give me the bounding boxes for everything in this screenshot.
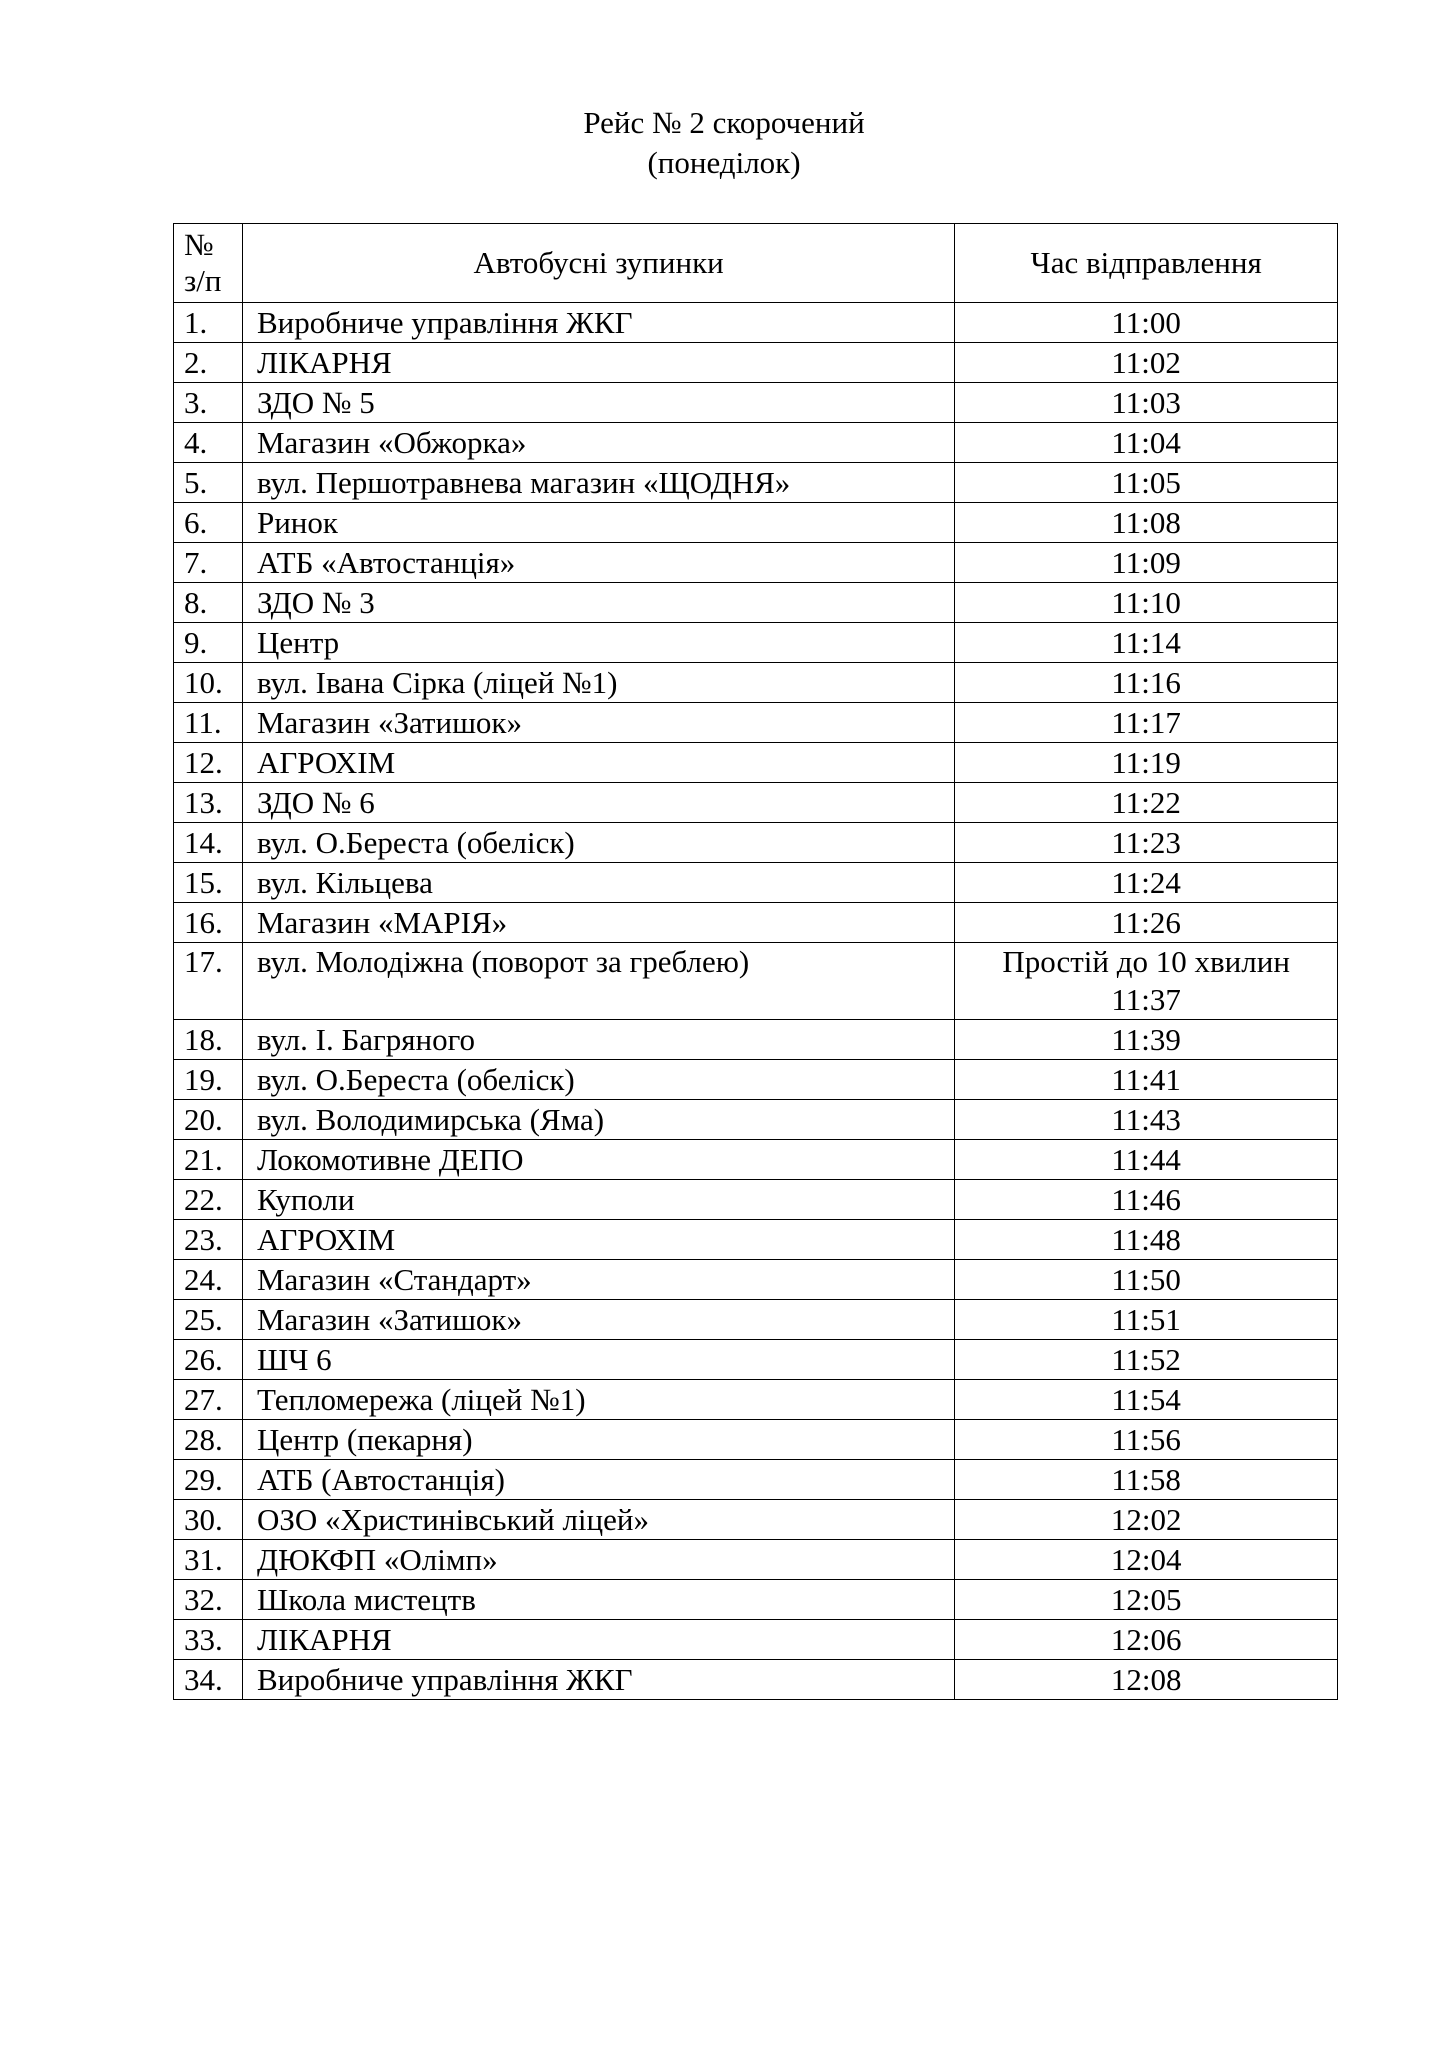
stop-name: Ринок <box>242 503 954 543</box>
table-row <box>174 1500 1338 1540</box>
row-number: 25. <box>174 1300 243 1340</box>
departure-time: 11:09 <box>955 543 1338 583</box>
row-number: 21. <box>174 1140 243 1180</box>
departure-time: 11:19 <box>955 743 1338 783</box>
stop-name: Тепломережа (ліцей №1) <box>242 1380 954 1420</box>
row-number: 14. <box>174 823 243 863</box>
table-row <box>174 663 1338 703</box>
stop-name: Школа мистецтв <box>242 1580 954 1620</box>
stop-name: Виробниче управління ЖКГ <box>242 1660 954 1700</box>
departure-time: 11:39 <box>955 1020 1338 1060</box>
departure-time: 12:02 <box>955 1500 1338 1540</box>
title-line-1: Рейс № 2 скорочений <box>583 105 865 140</box>
stop-name: ЛІКАРНЯ <box>242 343 954 383</box>
table-row <box>174 383 1338 423</box>
stop-name: АГРОХІМ <box>242 1220 954 1260</box>
stop-name: вул. О.Береста (обеліск) <box>242 1060 954 1100</box>
table-row <box>174 863 1338 903</box>
table-row <box>174 1420 1338 1460</box>
table-row <box>174 1060 1338 1100</box>
departure-time: 11:04 <box>955 423 1338 463</box>
table-row <box>174 343 1338 383</box>
table-row <box>174 1260 1338 1300</box>
departure-time: 11:23 <box>955 823 1338 863</box>
table-header-row <box>174 224 1338 303</box>
departure-time: 12:05 <box>955 1580 1338 1620</box>
stop-name: вул. О.Береста (обеліск) <box>242 823 954 863</box>
stop-name: вул. Молодіжна (поворот за греблею) <box>242 943 954 1020</box>
departure-time: 11:44 <box>955 1140 1338 1180</box>
stop-name: Магазин «Обжорка» <box>242 423 954 463</box>
row-number: 3. <box>174 383 243 423</box>
table-row <box>174 743 1338 783</box>
stop-name: ЗДО № 3 <box>242 583 954 623</box>
table-row <box>174 1460 1338 1500</box>
stop-name: вул. Івана Сірка (ліцей №1) <box>242 663 954 703</box>
row-number: 4. <box>174 423 243 463</box>
table-row <box>174 1340 1338 1380</box>
departure-time: 11:54 <box>955 1380 1338 1420</box>
row-number: 16. <box>174 903 243 943</box>
table-row <box>174 1660 1338 1700</box>
row-number: 30. <box>174 1500 243 1540</box>
departure-time: 11:50 <box>955 1260 1338 1300</box>
stop-name: Магазин «МАРІЯ» <box>242 903 954 943</box>
row-number: 2. <box>174 343 243 383</box>
stop-name: вул. І. Багряного <box>242 1020 954 1060</box>
stop-name: вул. Кільцева <box>242 863 954 903</box>
table-row <box>174 1020 1338 1060</box>
stop-name: Виробниче управління ЖКГ <box>242 303 954 343</box>
header-time: Час відправлення <box>955 224 1338 303</box>
departure-time: 11:24 <box>955 863 1338 903</box>
row-number: 13. <box>174 783 243 823</box>
departure-time-value: 11:37 <box>1111 982 1181 1017</box>
stop-name: вул. Першотравнева магазин «ЩОДНЯ» <box>242 463 954 503</box>
row-number: 12. <box>174 743 243 783</box>
row-number: 28. <box>174 1420 243 1460</box>
title-line-2: (понеділок) <box>647 145 801 180</box>
header-stops: Автобусні зупинки <box>242 224 954 303</box>
stop-name: вул. Володимирська (Яма) <box>242 1100 954 1140</box>
table-row <box>174 943 1338 1020</box>
row-number: 26. <box>174 1340 243 1380</box>
header-number-line2: з/п <box>184 263 222 298</box>
row-number: 8. <box>174 583 243 623</box>
schedule-table <box>173 223 1338 1700</box>
departure-time: 11:56 <box>955 1420 1338 1460</box>
table-row <box>174 423 1338 463</box>
header-number-line1: № <box>184 227 214 262</box>
departure-time: 11:58 <box>955 1460 1338 1500</box>
row-number: 1. <box>174 303 243 343</box>
departure-time: 12:04 <box>955 1540 1338 1580</box>
table-row <box>174 783 1338 823</box>
departure-time: 11:46 <box>955 1180 1338 1220</box>
row-number: 11. <box>174 703 243 743</box>
stop-name: АТБ «Автостанція» <box>242 543 954 583</box>
row-number: 18. <box>174 1020 243 1060</box>
row-number: 20. <box>174 1100 243 1140</box>
table-row <box>174 1580 1338 1620</box>
row-number: 15. <box>174 863 243 903</box>
stop-name: ЗДО № 5 <box>242 383 954 423</box>
departure-time: 11:03 <box>955 383 1338 423</box>
table-row <box>174 903 1338 943</box>
stop-name: ДЮКФП «Олімп» <box>242 1540 954 1580</box>
row-number: 17. <box>174 943 243 1020</box>
departure-time: 11:08 <box>955 503 1338 543</box>
table-row <box>174 463 1338 503</box>
departure-time: 11:26 <box>955 903 1338 943</box>
row-number: 22. <box>174 1180 243 1220</box>
table-row <box>174 1180 1338 1220</box>
stop-name: ЛІКАРНЯ <box>242 1620 954 1660</box>
table-row <box>174 1540 1338 1580</box>
table-row <box>174 1100 1338 1140</box>
row-number: 7. <box>174 543 243 583</box>
departure-time: 11:05 <box>955 463 1338 503</box>
table-row <box>174 1220 1338 1260</box>
header-number <box>174 224 243 303</box>
row-number: 31. <box>174 1540 243 1580</box>
departure-time: 11:02 <box>955 343 1338 383</box>
departure-time: 11:41 <box>955 1060 1338 1100</box>
table-row <box>174 823 1338 863</box>
table-row <box>174 303 1338 343</box>
stop-name: Центр (пекарня) <box>242 1420 954 1460</box>
stop-name: Центр <box>242 623 954 663</box>
document-title <box>0 103 1448 183</box>
stop-name: Магазин «Затишок» <box>242 703 954 743</box>
departure-time: 11:17 <box>955 703 1338 743</box>
departure-time: 11:22 <box>955 783 1338 823</box>
row-number: 6. <box>174 503 243 543</box>
row-number: 27. <box>174 1380 243 1420</box>
table-row <box>174 1140 1338 1180</box>
row-number: 5. <box>174 463 243 503</box>
row-number: 32. <box>174 1580 243 1620</box>
row-number: 9. <box>174 623 243 663</box>
table-row <box>174 1620 1338 1660</box>
stop-name: ШЧ 6 <box>242 1340 954 1380</box>
stop-name: ЗДО № 6 <box>242 783 954 823</box>
stop-name: Магазин «Стандарт» <box>242 1260 954 1300</box>
stop-name: Локомотивне ДЕПО <box>242 1140 954 1180</box>
departure-time: 12:08 <box>955 1660 1338 1700</box>
row-number: 33. <box>174 1620 243 1660</box>
departure-time: 11:00 <box>955 303 1338 343</box>
row-number: 23. <box>174 1220 243 1260</box>
departure-time: 11:43 <box>955 1100 1338 1140</box>
stop-name: АГРОХІМ <box>242 743 954 783</box>
stop-name: Куполи <box>242 1180 954 1220</box>
table-row <box>174 1380 1338 1420</box>
table-row <box>174 1300 1338 1340</box>
departure-time: 11:16 <box>955 663 1338 703</box>
table-row <box>174 503 1338 543</box>
departure-time: 11:52 <box>955 1340 1338 1380</box>
stop-name: ОЗО «Христинівський ліцей» <box>242 1500 954 1540</box>
table-row <box>174 623 1338 663</box>
departure-time <box>955 943 1338 1020</box>
departure-time: 11:10 <box>955 583 1338 623</box>
row-number: 19. <box>174 1060 243 1100</box>
departure-time: 12:06 <box>955 1620 1338 1660</box>
stop-name: АТБ (Автостанція) <box>242 1460 954 1500</box>
table-row <box>174 583 1338 623</box>
row-number: 10. <box>174 663 243 703</box>
departure-time: 11:14 <box>955 623 1338 663</box>
departure-time: 11:48 <box>955 1220 1338 1260</box>
departure-note: Простій до 10 хвилин <box>1002 944 1290 979</box>
row-number: 29. <box>174 1460 243 1500</box>
departure-time: 11:51 <box>955 1300 1338 1340</box>
table-row <box>174 543 1338 583</box>
stop-name: Магазин «Затишок» <box>242 1300 954 1340</box>
row-number: 34. <box>174 1660 243 1700</box>
table-row <box>174 703 1338 743</box>
row-number: 24. <box>174 1260 243 1300</box>
